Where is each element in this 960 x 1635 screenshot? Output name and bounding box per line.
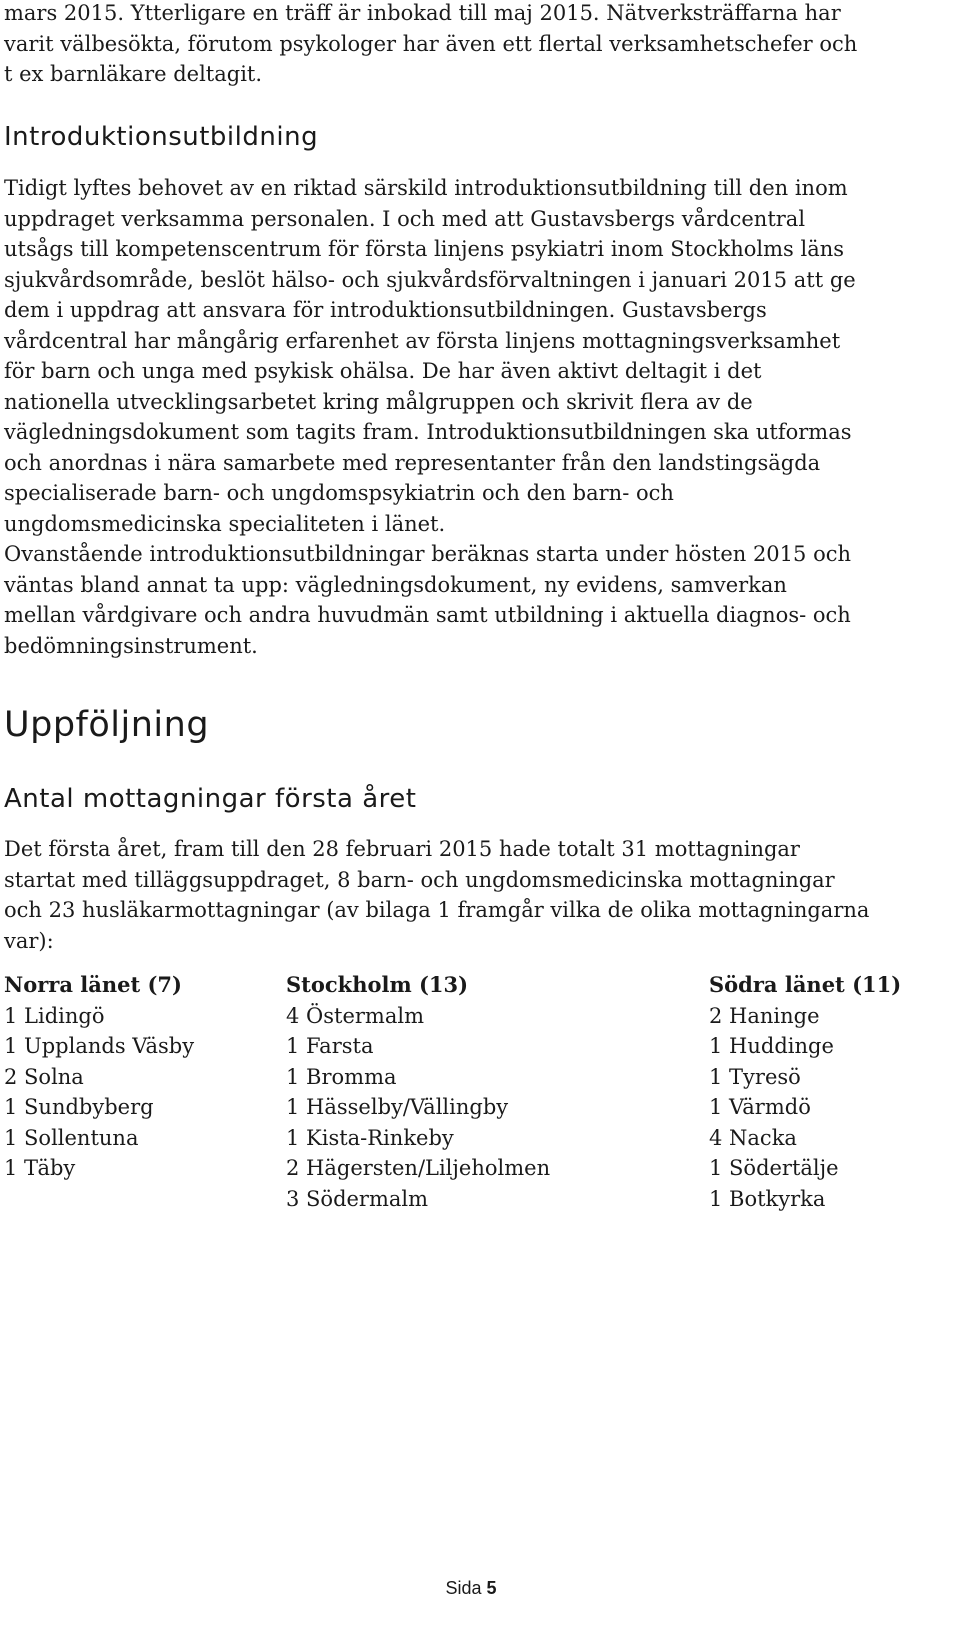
paragraph-first-year: Det första året, fram till den 28 februari 2015 hade totalt 31 mottagningar startat med tilläggsuppdraget, 8 barn- och ungdomsmedicinska mottagningar och 23 husläkarmottagningar (av bilaga 1 framgår vilka de olika mottagningarna var): (4, 837, 870, 953)
column-sodra-lanet (709, 970, 901, 1214)
column-title: Stockholm (13) (286, 972, 469, 997)
list-item: 3 Södermalm (286, 1186, 429, 1211)
clinic-list (709, 1001, 901, 1215)
page-label: Sida (445, 1578, 482, 1598)
list-item: 1 Bromma (286, 1064, 397, 1089)
column-title: Södra länet (11) (709, 972, 902, 997)
column-title: Norra länet (7) (4, 972, 182, 997)
paragraph-planned-trainings: Ovanstående introduktionsutbildningar beräknas starta under hösten 2015 och väntas bland annat ta upp: vägledningsdokument, ny evidens, samverkan mellan vårdgivare och andra huvudmän samt utbildning i aktuella diagnos- och bedömningsinstrument. (4, 542, 851, 658)
list-item: 1 Tyresö (709, 1064, 801, 1089)
list-item: 1 Farsta (286, 1034, 374, 1058)
list-item: 1 Värmdö (709, 1095, 811, 1119)
list-item: 4 Nacka (709, 1125, 797, 1150)
list-item: 1 Sundbyberg (4, 1095, 154, 1119)
page-number: 5 (486, 1578, 497, 1598)
list-item: 1 Täby (4, 1156, 76, 1180)
list-item: 1 Botkyrka (709, 1186, 826, 1211)
heading-uppfoljning: Uppföljning (4, 705, 210, 745)
list-item: 1 Hässelby/Vällingby (286, 1095, 509, 1119)
list-item: 4 Östermalm (286, 1003, 424, 1028)
list-item: 2 Hägersten/Liljeholmen (286, 1156, 551, 1180)
list-item: 1 Upplands Väsby (4, 1034, 195, 1058)
page-footer (4, 1578, 938, 1599)
list-item: 1 Kista-Rinkeby (286, 1125, 454, 1150)
heading-antal-mottagningar: Antal mottagningar första året (4, 784, 417, 814)
list-item: 1 Södertälje (709, 1156, 839, 1180)
column-stockholm (286, 970, 550, 1214)
heading-introduktionsutbildning: Introduktionsutbildning (4, 122, 319, 152)
list-item: 2 Solna (4, 1064, 84, 1089)
column-norra-lanet (4, 970, 194, 1184)
list-item: 2 Haninge (709, 1003, 820, 1028)
list-item: 1 Lidingö (4, 1003, 105, 1028)
paragraph-introduction-training: Tidigt lyftes behovet av en riktad särskild introduktionsutbildning till den inom uppdraget verksamma personalen. I och med att Gustavsbergs vårdcentral utsågs till kompetenscentrum för första linjens psykiatri inom Stockholms läns sjukvårdsområde, beslöt hälso- och sjukvårdsförvaltningen i januari 2015 att ge dem i uppdrag att ansvara för introduktionsutbildningen. Gustavsbergs vårdcentral har mångårig erfarenhet av första linjens mottagningsverksamhet för barn och unga med psykisk ohälsa. De har även aktivt deltagit i det nationella utvecklingsarbetet kring målgruppen och skrivit flera av de vägledningsdokument som tagits fram. Introduktionsutbildningen ska utformas och anordnas i nära samarbete med representanter från den landstingsägda specialiserade barn- och ungdomspsykiatrin och den barn- och ungdomsmedicinska specialiteten i länet. (4, 176, 856, 536)
clinic-list (4, 1001, 194, 1184)
list-item: 1 Huddinge (709, 1034, 834, 1058)
list-item: 1 Sollentuna (4, 1125, 139, 1150)
clinic-list (286, 1001, 550, 1215)
paragraph-network-meetings: mars 2015. Ytterligare en träff är inbokad till maj 2015. Nätverksträffarna har varit välbesökta, förutom psykologer har även ett flertal verksamhetschefer och t ex barnläkare deltagit. (4, 1, 858, 86)
